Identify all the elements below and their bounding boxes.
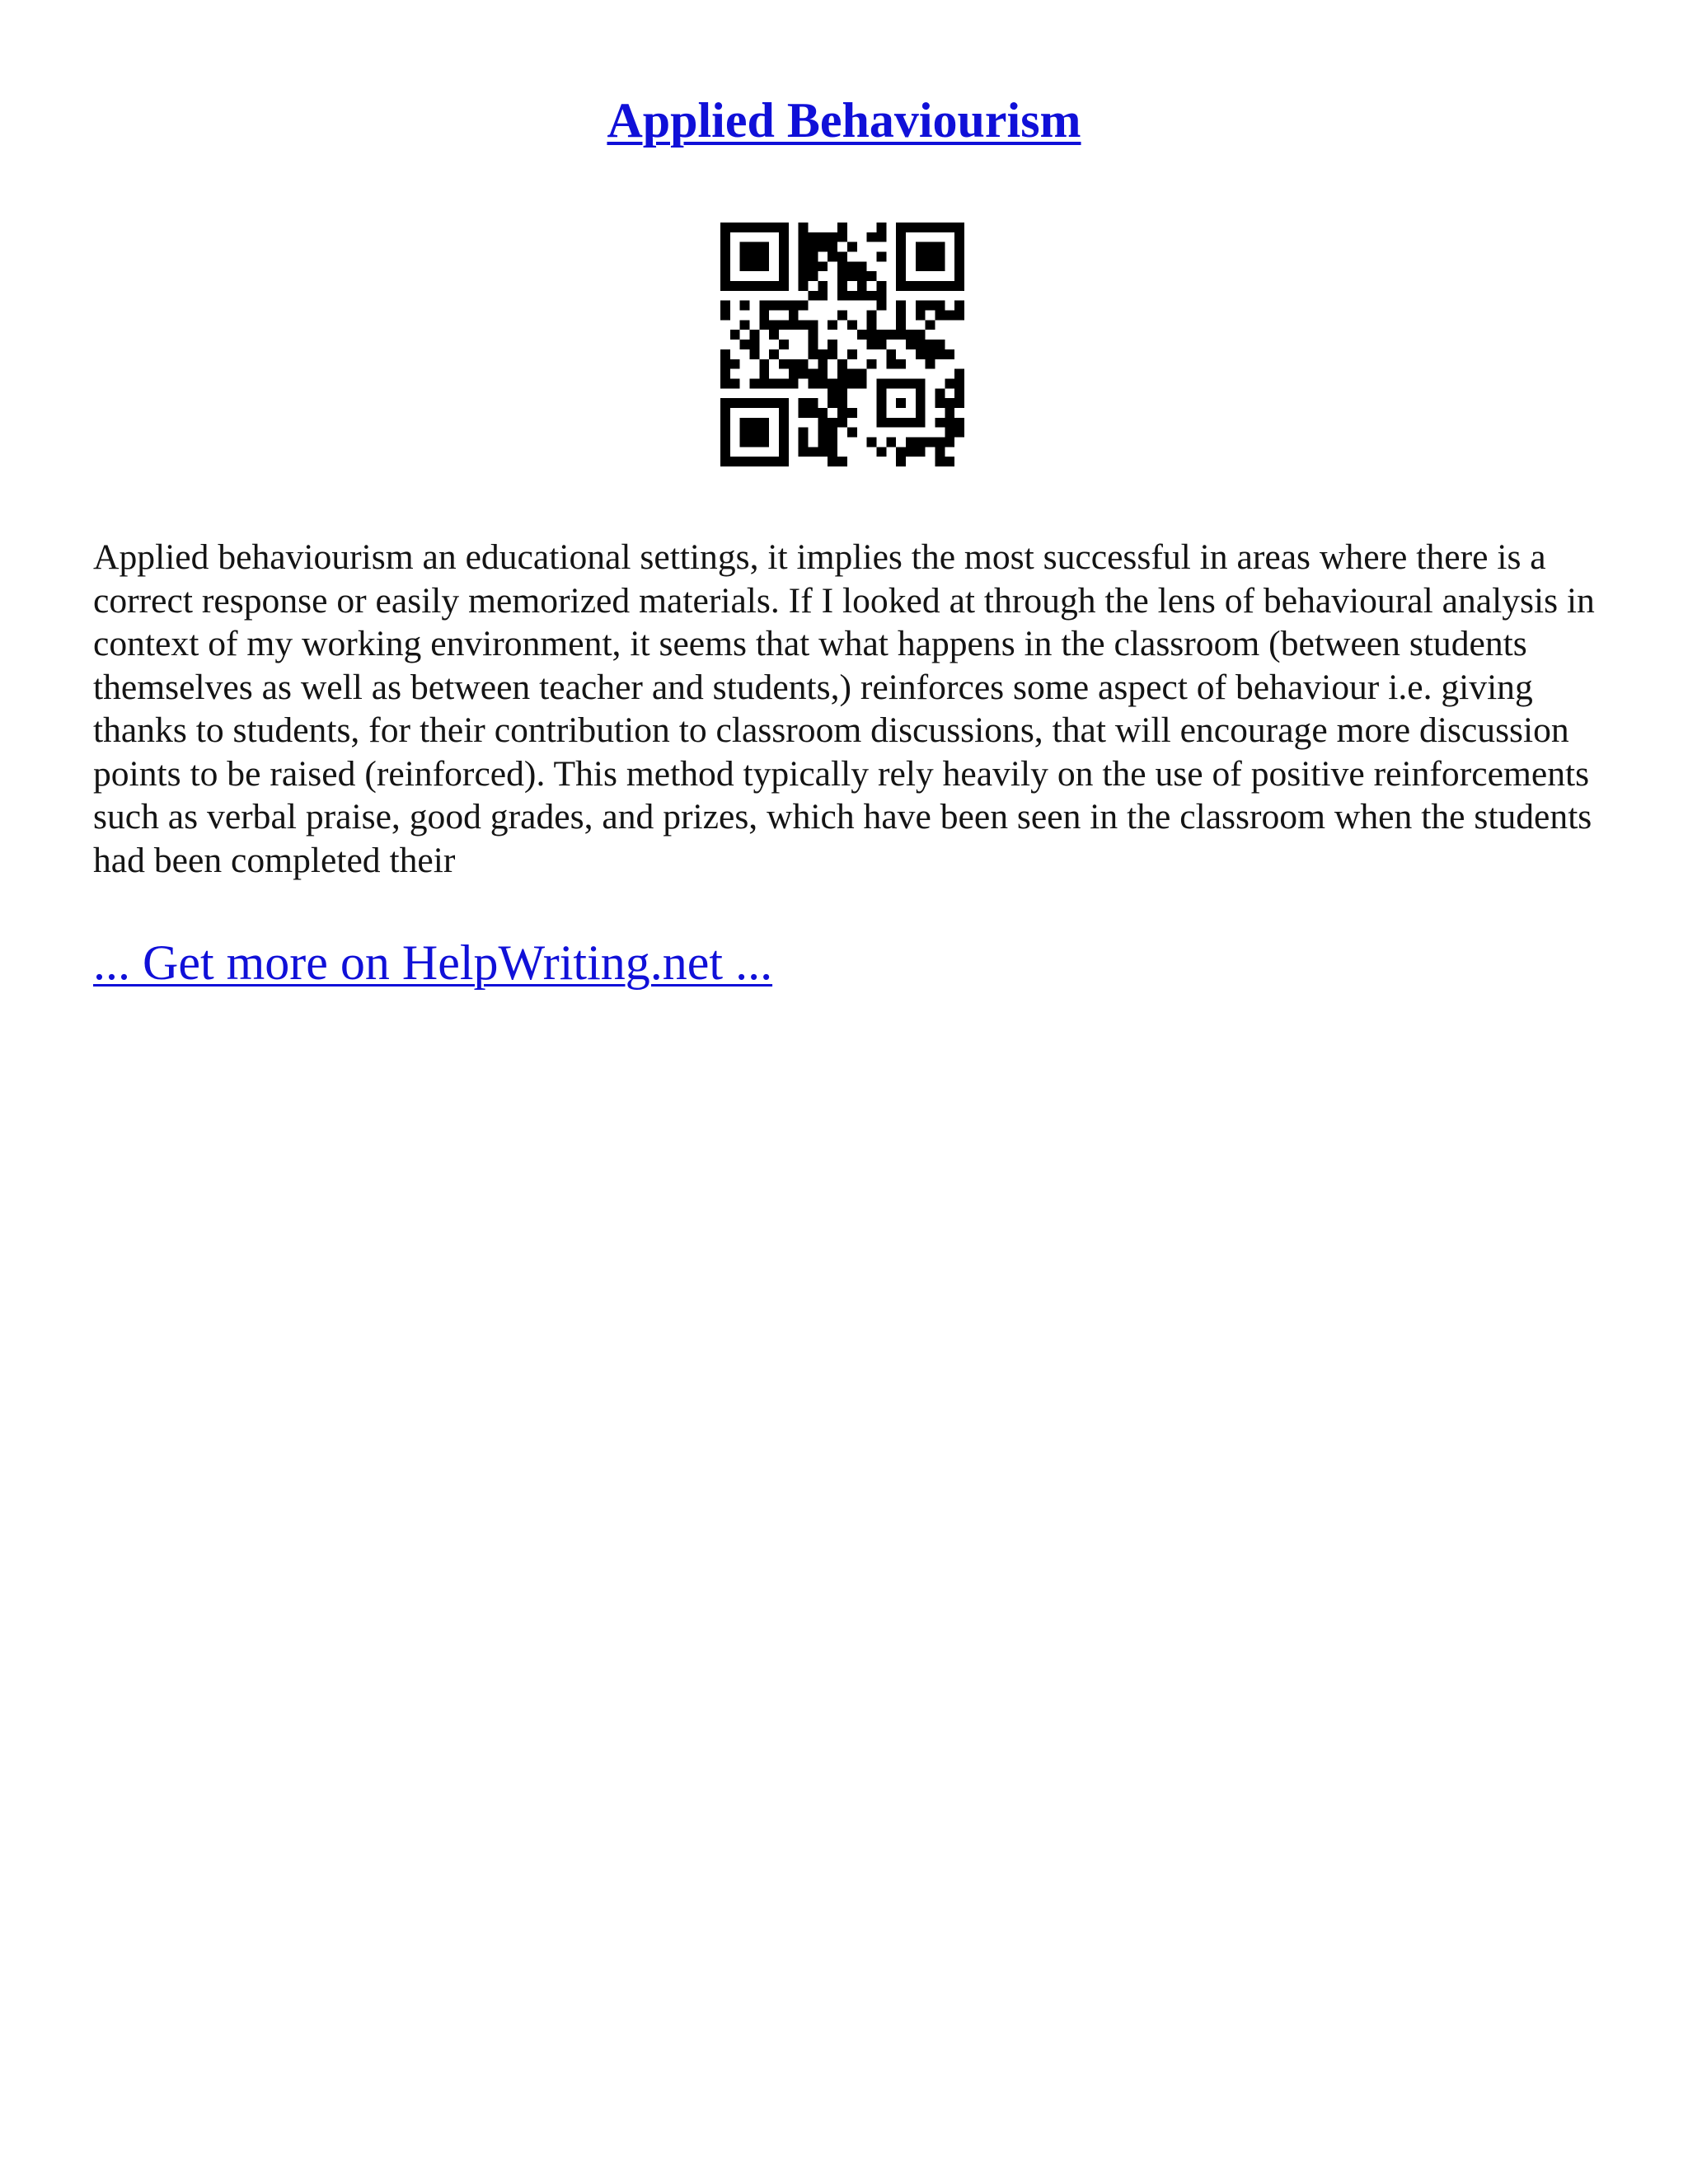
page-title xyxy=(0,89,1688,152)
qr-code-icon xyxy=(720,223,964,466)
body-paragraph: Applied behaviourism an educational settings, it implies the most successful in areas where there is a correct response or easily memorized materials. If I looked at through the lens of behavioural analysis in context of my working environment, it seems that what happens in the classroom (between students themselves as well as between teacher and students,) reinforces some aspect of behaviour i.e. giving thanks to students, for their contribution to classroom discussions, that will encourage more discussion points to be raised (reinforced). This method typically rely heavily on the use of positive reinforcements such as verbal praise, good grades, and prizes, which have been seen in the classroom when the students had been completed their xyxy=(93,537,1595,880)
title-link[interactable]: Applied Behaviourism xyxy=(607,93,1081,148)
get-more-paragraph xyxy=(93,931,772,994)
get-more-link[interactable]: ... Get more on HelpWriting.net ... xyxy=(93,935,773,990)
